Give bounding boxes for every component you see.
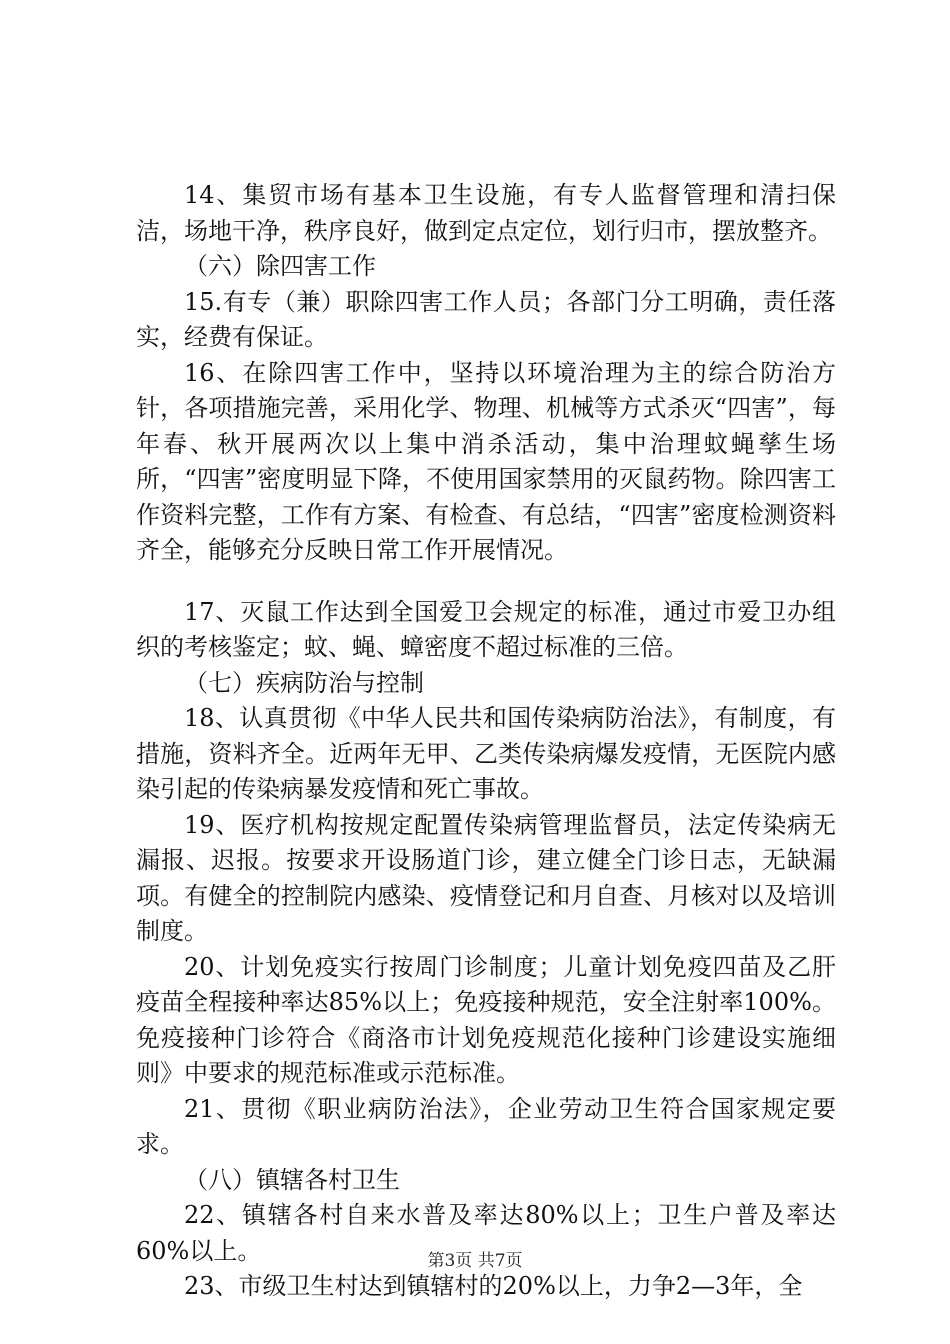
paragraph-item-18: 18、认真贯彻《中华人民共和国传染病防治法》，有制度，有措施，资料齐全。近两年无甲、乙类传染病爆发疫情，无医院内感染引起的传染病暴发疫情和死亡事故。: [136, 704, 836, 803]
paragraph-item-15: 15.有专（兼）职除四害工作人员；各部门分工明确，责任落实，经费有保证。: [136, 287, 836, 351]
section-heading-6: （六）除四害工作: [184, 252, 376, 280]
section-heading-7: （七）疾病防治与控制: [184, 668, 424, 697]
paragraph-item-14: 14、集贸市场有基本卫生设施，有专人监督管理和清扫保洁，场地干净，秩序良好，做到定点定位，划行归市，摆放整齐。: [136, 181, 836, 245]
paragraph-item-17: 17、灭鼠工作达到全国爱卫会规定的标准，通过市爱卫办组织的考核鉴定；蚊、蝇、蟑密度不超过标准的三倍。: [136, 597, 836, 661]
paragraph-item-23: 23、市级卫生村达到镇辖村的20%以上，力争2—3年，全: [184, 1272, 803, 1300]
paragraph-spacer: [136, 569, 836, 595]
paragraph-item-20: 20、计划免疫实行按周门诊制度；儿童计划免疫四苗及乙肝疫苗全程接种率达85%以上；免疫接种规范，安全注射率100%。免疫接种门诊符合《商洛市计划免疫规范化接种门诊建设实施细则》中要求的规范标准或示范标准。: [136, 952, 836, 1087]
section-heading-8: （八）镇辖各村卫生: [184, 1165, 400, 1194]
paragraph-item-22: 22、镇辖各村自来水普及率达80%以上；卫生户普及率达60%以上。: [136, 1201, 836, 1265]
page-number-footer: 第3页 共7页: [427, 1251, 523, 1271]
document-body: [136, 178, 836, 1305]
paragraph-item-16: 16、在除四害工作中，坚持以环境治理为主的综合防治方针，各项措施完善，采用化学、物理、机械等方式杀灭“四害”，每年春、秋开展两次以上集中消杀活动，集中治理蚊蝇孳生场所，“四害”密度明显下降，不使用国家禁用的灭鼠药物。除四害工作资料完整，工作有方案、有检查、有总结，“四害”密度检测资料齐全，能够充分反映日常工作开展情况。: [136, 358, 836, 564]
paragraph-item-21: 21、贯彻《职业病防治法》，企业劳动卫生符合国家规定要求。: [136, 1094, 836, 1158]
paragraph-item-19: 19、医疗机构按规定配置传染病管理监督员，法定传染病无漏报、迟报。按要求开设肠道门诊，建立健全门诊日志，无缺漏项。有健全的控制院内感染、疫情登记和月自查、月核对以及培训制度。: [136, 810, 836, 945]
